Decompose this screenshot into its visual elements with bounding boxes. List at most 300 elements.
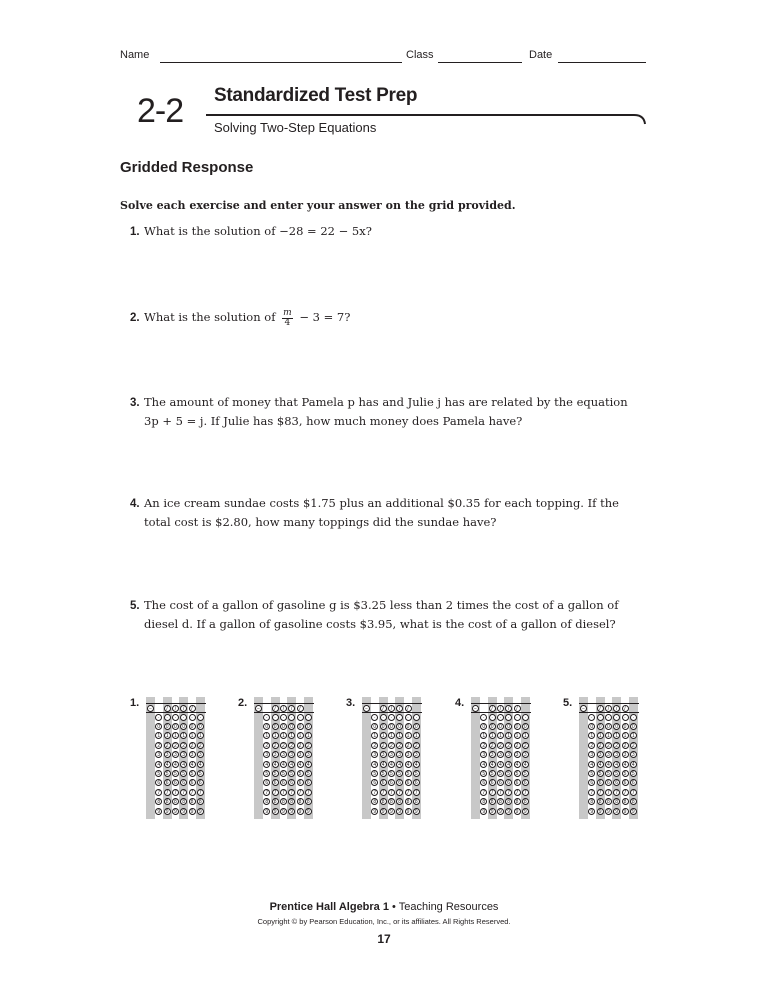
digit-bubble[interactable]: 3: [505, 751, 512, 758]
digit-bubble[interactable]: 9: [630, 808, 637, 815]
digit-bubble[interactable]: 7: [597, 789, 604, 796]
digit-bubble[interactable]: 1: [371, 732, 378, 739]
digit-bubble[interactable]: 9: [396, 808, 403, 815]
decimal-bubble[interactable]: ·: [297, 714, 304, 721]
digit-bubble[interactable]: 8: [396, 798, 403, 805]
digit-bubble[interactable]: 7: [272, 789, 279, 796]
digit-bubble[interactable]: 3: [189, 751, 196, 758]
digit-bubble[interactable]: 7: [263, 789, 270, 796]
digit-bubble[interactable]: 3: [514, 751, 521, 758]
digit-bubble[interactable]: 1: [388, 732, 395, 739]
digit-bubble[interactable]: 2: [371, 742, 378, 749]
digit-bubble[interactable]: 5: [155, 770, 162, 777]
digit-bubble[interactable]: 7: [630, 789, 637, 796]
digit-bubble[interactable]: 5: [272, 770, 279, 777]
decimal-bubble[interactable]: ·: [371, 714, 378, 721]
digit-bubble[interactable]: 9: [514, 808, 521, 815]
digit-bubble[interactable]: 6: [189, 779, 196, 786]
digit-bubble[interactable]: 5: [480, 770, 487, 777]
digit-bubble[interactable]: 7: [613, 789, 620, 796]
digit-bubble[interactable]: 8: [505, 798, 512, 805]
digit-bubble[interactable]: 7: [197, 789, 204, 796]
digit-bubble[interactable]: 5: [597, 770, 604, 777]
digit-bubble[interactable]: 5: [388, 770, 395, 777]
digit-bubble[interactable]: 5: [380, 770, 387, 777]
digit-bubble[interactable]: 0: [297, 723, 304, 730]
digit-bubble[interactable]: 2: [613, 742, 620, 749]
digit-bubble[interactable]: 2: [155, 742, 162, 749]
digit-bubble[interactable]: 0: [622, 723, 629, 730]
digit-bubble[interactable]: 4: [489, 761, 496, 768]
digit-bubble[interactable]: 6: [505, 779, 512, 786]
digit-bubble[interactable]: 3: [280, 751, 287, 758]
decimal-bubble[interactable]: ·: [413, 714, 420, 721]
digit-bubble[interactable]: 6: [288, 779, 295, 786]
digit-bubble[interactable]: 0: [514, 723, 521, 730]
digit-bubble[interactable]: 7: [155, 789, 162, 796]
decimal-bubble[interactable]: ·: [172, 714, 179, 721]
slash-bubble[interactable]: /: [180, 705, 187, 712]
digit-bubble[interactable]: 3: [164, 751, 171, 758]
decimal-bubble[interactable]: ·: [405, 714, 412, 721]
digit-bubble[interactable]: 4: [305, 761, 312, 768]
digit-bubble[interactable]: 2: [522, 742, 529, 749]
digit-bubble[interactable]: 2: [388, 742, 395, 749]
digit-bubble[interactable]: 9: [605, 808, 612, 815]
digit-bubble[interactable]: 8: [197, 798, 204, 805]
digit-bubble[interactable]: 5: [297, 770, 304, 777]
digit-bubble[interactable]: 2: [189, 742, 196, 749]
digit-bubble[interactable]: 2: [405, 742, 412, 749]
decimal-bubble[interactable]: ·: [155, 714, 162, 721]
decimal-bubble[interactable]: ·: [272, 714, 279, 721]
digit-bubble[interactable]: 6: [480, 779, 487, 786]
digit-bubble[interactable]: 0: [388, 723, 395, 730]
digit-bubble[interactable]: 9: [597, 808, 604, 815]
minus-bubble[interactable]: −: [472, 705, 479, 712]
digit-bubble[interactable]: 9: [280, 808, 287, 815]
digit-bubble[interactable]: 2: [505, 742, 512, 749]
digit-bubble[interactable]: 1: [497, 732, 504, 739]
digit-bubble[interactable]: 2: [272, 742, 279, 749]
decimal-bubble[interactable]: ·: [263, 714, 270, 721]
decimal-bubble[interactable]: ·: [613, 714, 620, 721]
digit-bubble[interactable]: 9: [164, 808, 171, 815]
digit-bubble[interactable]: 6: [388, 779, 395, 786]
digit-bubble[interactable]: 0: [305, 723, 312, 730]
slash-bubble[interactable]: /: [605, 705, 612, 712]
decimal-bubble[interactable]: ·: [380, 714, 387, 721]
digit-bubble[interactable]: 1: [597, 732, 604, 739]
digit-bubble[interactable]: 2: [197, 742, 204, 749]
digit-bubble[interactable]: 8: [622, 798, 629, 805]
digit-bubble[interactable]: 5: [197, 770, 204, 777]
digit-bubble[interactable]: 9: [297, 808, 304, 815]
digit-bubble[interactable]: 6: [380, 779, 387, 786]
digit-bubble[interactable]: 3: [613, 751, 620, 758]
decimal-bubble[interactable]: ·: [588, 714, 595, 721]
digit-bubble[interactable]: 7: [489, 789, 496, 796]
decimal-bubble[interactable]: ·: [505, 714, 512, 721]
digit-bubble[interactable]: 6: [597, 779, 604, 786]
digit-bubble[interactable]: 0: [172, 723, 179, 730]
digit-bubble[interactable]: 7: [480, 789, 487, 796]
slash-bubble[interactable]: /: [380, 705, 387, 712]
digit-bubble[interactable]: 9: [613, 808, 620, 815]
digit-bubble[interactable]: 0: [380, 723, 387, 730]
digit-bubble[interactable]: 8: [263, 798, 270, 805]
slash-bubble[interactable]: /: [396, 705, 403, 712]
digit-bubble[interactable]: 5: [413, 770, 420, 777]
digit-bubble[interactable]: 3: [388, 751, 395, 758]
decimal-bubble[interactable]: ·: [630, 714, 637, 721]
digit-bubble[interactable]: 9: [489, 808, 496, 815]
digit-bubble[interactable]: 7: [280, 789, 287, 796]
digit-bubble[interactable]: 6: [263, 779, 270, 786]
digit-bubble[interactable]: 7: [514, 789, 521, 796]
slash-bubble[interactable]: /: [189, 705, 196, 712]
digit-bubble[interactable]: 6: [489, 779, 496, 786]
digit-bubble[interactable]: 1: [272, 732, 279, 739]
digit-bubble[interactable]: 0: [155, 723, 162, 730]
decimal-bubble[interactable]: ·: [288, 714, 295, 721]
digit-bubble[interactable]: 0: [180, 723, 187, 730]
digit-bubble[interactable]: 5: [288, 770, 295, 777]
digit-bubble[interactable]: 6: [622, 779, 629, 786]
digit-bubble[interactable]: 0: [630, 723, 637, 730]
digit-bubble[interactable]: 3: [405, 751, 412, 758]
digit-bubble[interactable]: 2: [380, 742, 387, 749]
digit-bubble[interactable]: 7: [605, 789, 612, 796]
digit-bubble[interactable]: 3: [172, 751, 179, 758]
digit-bubble[interactable]: 9: [305, 808, 312, 815]
digit-bubble[interactable]: 9: [622, 808, 629, 815]
digit-bubble[interactable]: 9: [263, 808, 270, 815]
digit-bubble[interactable]: 4: [613, 761, 620, 768]
digit-bubble[interactable]: 3: [622, 751, 629, 758]
digit-bubble[interactable]: 3: [197, 751, 204, 758]
digit-bubble[interactable]: 6: [522, 779, 529, 786]
digit-bubble[interactable]: 4: [588, 761, 595, 768]
digit-bubble[interactable]: 8: [297, 798, 304, 805]
digit-bubble[interactable]: 8: [588, 798, 595, 805]
digit-bubble[interactable]: 3: [597, 751, 604, 758]
slash-bubble[interactable]: /: [297, 705, 304, 712]
digit-bubble[interactable]: 8: [522, 798, 529, 805]
digit-bubble[interactable]: 7: [622, 789, 629, 796]
digit-bubble[interactable]: 8: [280, 798, 287, 805]
digit-bubble[interactable]: 4: [164, 761, 171, 768]
decimal-bubble[interactable]: ·: [164, 714, 171, 721]
digit-bubble[interactable]: 4: [197, 761, 204, 768]
digit-bubble[interactable]: 2: [297, 742, 304, 749]
digit-bubble[interactable]: 3: [272, 751, 279, 758]
digit-bubble[interactable]: 5: [280, 770, 287, 777]
decimal-bubble[interactable]: ·: [597, 714, 604, 721]
decimal-bubble[interactable]: ·: [489, 714, 496, 721]
digit-bubble[interactable]: 2: [288, 742, 295, 749]
digit-bubble[interactable]: 6: [164, 779, 171, 786]
digit-bubble[interactable]: 0: [613, 723, 620, 730]
digit-bubble[interactable]: 9: [189, 808, 196, 815]
decimal-bubble[interactable]: ·: [480, 714, 487, 721]
digit-bubble[interactable]: 3: [605, 751, 612, 758]
digit-bubble[interactable]: 8: [597, 798, 604, 805]
digit-bubble[interactable]: 4: [272, 761, 279, 768]
digit-bubble[interactable]: 7: [164, 789, 171, 796]
digit-bubble[interactable]: 9: [388, 808, 395, 815]
digit-bubble[interactable]: 1: [613, 732, 620, 739]
digit-bubble[interactable]: 3: [288, 751, 295, 758]
digit-bubble[interactable]: 3: [155, 751, 162, 758]
digit-bubble[interactable]: 1: [405, 732, 412, 739]
slash-bubble[interactable]: /: [280, 705, 287, 712]
digit-bubble[interactable]: 0: [605, 723, 612, 730]
slash-bubble[interactable]: /: [597, 705, 604, 712]
digit-bubble[interactable]: 4: [630, 761, 637, 768]
decimal-bubble[interactable]: ·: [305, 714, 312, 721]
digit-bubble[interactable]: 8: [388, 798, 395, 805]
digit-bubble[interactable]: 1: [489, 732, 496, 739]
digit-bubble[interactable]: 8: [630, 798, 637, 805]
digit-bubble[interactable]: 5: [630, 770, 637, 777]
digit-bubble[interactable]: 0: [505, 723, 512, 730]
slash-bubble[interactable]: /: [288, 705, 295, 712]
digit-bubble[interactable]: 9: [180, 808, 187, 815]
digit-bubble[interactable]: 9: [522, 808, 529, 815]
digit-bubble[interactable]: 0: [497, 723, 504, 730]
digit-bubble[interactable]: 3: [380, 751, 387, 758]
decimal-bubble[interactable]: ·: [622, 714, 629, 721]
digit-bubble[interactable]: 3: [522, 751, 529, 758]
digit-bubble[interactable]: 5: [497, 770, 504, 777]
digit-bubble[interactable]: 7: [380, 789, 387, 796]
digit-bubble[interactable]: 9: [288, 808, 295, 815]
digit-bubble[interactable]: 1: [622, 732, 629, 739]
digit-bubble[interactable]: 3: [180, 751, 187, 758]
digit-bubble[interactable]: 6: [197, 779, 204, 786]
digit-bubble[interactable]: 9: [172, 808, 179, 815]
digit-bubble[interactable]: 7: [505, 789, 512, 796]
decimal-bubble[interactable]: ·: [280, 714, 287, 721]
digit-bubble[interactable]: 8: [164, 798, 171, 805]
digit-bubble[interactable]: 0: [480, 723, 487, 730]
digit-bubble[interactable]: 7: [388, 789, 395, 796]
decimal-bubble[interactable]: ·: [189, 714, 196, 721]
digit-bubble[interactable]: 8: [613, 798, 620, 805]
digit-bubble[interactable]: 1: [522, 732, 529, 739]
digit-bubble[interactable]: 2: [588, 742, 595, 749]
digit-bubble[interactable]: 7: [396, 789, 403, 796]
digit-bubble[interactable]: 8: [514, 798, 521, 805]
digit-bubble[interactable]: 0: [272, 723, 279, 730]
digit-bubble[interactable]: 4: [388, 761, 395, 768]
digit-bubble[interactable]: 4: [288, 761, 295, 768]
digit-bubble[interactable]: 7: [189, 789, 196, 796]
digit-bubble[interactable]: 9: [197, 808, 204, 815]
digit-bubble[interactable]: 6: [630, 779, 637, 786]
digit-bubble[interactable]: 4: [371, 761, 378, 768]
digit-bubble[interactable]: 8: [288, 798, 295, 805]
digit-bubble[interactable]: 2: [396, 742, 403, 749]
decimal-bubble[interactable]: ·: [605, 714, 612, 721]
digit-bubble[interactable]: 4: [514, 761, 521, 768]
digit-bubble[interactable]: 4: [155, 761, 162, 768]
digit-bubble[interactable]: 3: [396, 751, 403, 758]
digit-bubble[interactable]: 5: [164, 770, 171, 777]
digit-bubble[interactable]: 9: [371, 808, 378, 815]
digit-bubble[interactable]: 2: [622, 742, 629, 749]
digit-bubble[interactable]: 5: [588, 770, 595, 777]
digit-bubble[interactable]: 1: [189, 732, 196, 739]
slash-bubble[interactable]: /: [388, 705, 395, 712]
digit-bubble[interactable]: 8: [489, 798, 496, 805]
digit-bubble[interactable]: 6: [371, 779, 378, 786]
digit-bubble[interactable]: 0: [197, 723, 204, 730]
digit-bubble[interactable]: 0: [405, 723, 412, 730]
minus-bubble[interactable]: −: [363, 705, 370, 712]
digit-bubble[interactable]: 6: [605, 779, 612, 786]
digit-bubble[interactable]: 3: [630, 751, 637, 758]
digit-bubble[interactable]: 2: [263, 742, 270, 749]
digit-bubble[interactable]: 1: [630, 732, 637, 739]
digit-bubble[interactable]: 8: [180, 798, 187, 805]
digit-bubble[interactable]: 4: [597, 761, 604, 768]
digit-bubble[interactable]: 2: [305, 742, 312, 749]
digit-bubble[interactable]: 8: [172, 798, 179, 805]
digit-bubble[interactable]: 7: [497, 789, 504, 796]
digit-bubble[interactable]: 5: [305, 770, 312, 777]
digit-bubble[interactable]: 7: [522, 789, 529, 796]
digit-bubble[interactable]: 0: [189, 723, 196, 730]
digit-bubble[interactable]: 4: [280, 761, 287, 768]
slash-bubble[interactable]: /: [622, 705, 629, 712]
digit-bubble[interactable]: 3: [480, 751, 487, 758]
digit-bubble[interactable]: 4: [189, 761, 196, 768]
digit-bubble[interactable]: 5: [263, 770, 270, 777]
digit-bubble[interactable]: 7: [405, 789, 412, 796]
decimal-bubble[interactable]: ·: [197, 714, 204, 721]
digit-bubble[interactable]: 2: [480, 742, 487, 749]
digit-bubble[interactable]: 6: [272, 779, 279, 786]
digit-bubble[interactable]: 7: [305, 789, 312, 796]
digit-bubble[interactable]: 1: [480, 732, 487, 739]
slash-bubble[interactable]: /: [172, 705, 179, 712]
slash-bubble[interactable]: /: [272, 705, 279, 712]
digit-bubble[interactable]: 6: [514, 779, 521, 786]
decimal-bubble[interactable]: ·: [514, 714, 521, 721]
digit-bubble[interactable]: 8: [155, 798, 162, 805]
digit-bubble[interactable]: 8: [497, 798, 504, 805]
slash-bubble[interactable]: /: [497, 705, 504, 712]
digit-bubble[interactable]: 9: [272, 808, 279, 815]
digit-bubble[interactable]: 1: [197, 732, 204, 739]
minus-bubble[interactable]: −: [580, 705, 587, 712]
digit-bubble[interactable]: 8: [405, 798, 412, 805]
digit-bubble[interactable]: 2: [605, 742, 612, 749]
digit-bubble[interactable]: 6: [305, 779, 312, 786]
digit-bubble[interactable]: 1: [164, 732, 171, 739]
digit-bubble[interactable]: 5: [172, 770, 179, 777]
digit-bubble[interactable]: 6: [613, 779, 620, 786]
digit-bubble[interactable]: 0: [597, 723, 604, 730]
digit-bubble[interactable]: 5: [514, 770, 521, 777]
decimal-bubble[interactable]: ·: [180, 714, 187, 721]
digit-bubble[interactable]: 7: [172, 789, 179, 796]
digit-bubble[interactable]: 5: [613, 770, 620, 777]
digit-bubble[interactable]: 4: [505, 761, 512, 768]
digit-bubble[interactable]: 4: [297, 761, 304, 768]
digit-bubble[interactable]: 8: [272, 798, 279, 805]
digit-bubble[interactable]: 2: [514, 742, 521, 749]
digit-bubble[interactable]: 7: [288, 789, 295, 796]
digit-bubble[interactable]: 9: [505, 808, 512, 815]
digit-bubble[interactable]: 1: [413, 732, 420, 739]
digit-bubble[interactable]: 1: [305, 732, 312, 739]
digit-bubble[interactable]: 4: [605, 761, 612, 768]
digit-bubble[interactable]: 4: [380, 761, 387, 768]
digit-bubble[interactable]: 4: [413, 761, 420, 768]
digit-bubble[interactable]: 1: [605, 732, 612, 739]
digit-bubble[interactable]: 4: [172, 761, 179, 768]
slash-bubble[interactable]: /: [405, 705, 412, 712]
digit-bubble[interactable]: 0: [263, 723, 270, 730]
digit-bubble[interactable]: 1: [155, 732, 162, 739]
digit-bubble[interactable]: 0: [396, 723, 403, 730]
digit-bubble[interactable]: 4: [396, 761, 403, 768]
digit-bubble[interactable]: 7: [371, 789, 378, 796]
digit-bubble[interactable]: 5: [405, 770, 412, 777]
digit-bubble[interactable]: 6: [297, 779, 304, 786]
digit-bubble[interactable]: 9: [497, 808, 504, 815]
digit-bubble[interactable]: 5: [180, 770, 187, 777]
digit-bubble[interactable]: 1: [280, 732, 287, 739]
digit-bubble[interactable]: 5: [189, 770, 196, 777]
digit-bubble[interactable]: 2: [489, 742, 496, 749]
digit-bubble[interactable]: 4: [622, 761, 629, 768]
slash-bubble[interactable]: /: [164, 705, 171, 712]
digit-bubble[interactable]: 0: [588, 723, 595, 730]
digit-bubble[interactable]: 1: [180, 732, 187, 739]
decimal-bubble[interactable]: ·: [497, 714, 504, 721]
digit-bubble[interactable]: 7: [180, 789, 187, 796]
digit-bubble[interactable]: 5: [605, 770, 612, 777]
minus-bubble[interactable]: −: [147, 705, 154, 712]
slash-bubble[interactable]: /: [505, 705, 512, 712]
minus-bubble[interactable]: −: [255, 705, 262, 712]
digit-bubble[interactable]: 1: [380, 732, 387, 739]
digit-bubble[interactable]: 7: [413, 789, 420, 796]
digit-bubble[interactable]: 6: [405, 779, 412, 786]
class-field[interactable]: [438, 62, 522, 63]
digit-bubble[interactable]: 4: [263, 761, 270, 768]
decimal-bubble[interactable]: ·: [396, 714, 403, 721]
digit-bubble[interactable]: 3: [305, 751, 312, 758]
digit-bubble[interactable]: 0: [522, 723, 529, 730]
digit-bubble[interactable]: 2: [597, 742, 604, 749]
digit-bubble[interactable]: 7: [588, 789, 595, 796]
digit-bubble[interactable]: 3: [263, 751, 270, 758]
digit-bubble[interactable]: 0: [371, 723, 378, 730]
digit-bubble[interactable]: 6: [280, 779, 287, 786]
digit-bubble[interactable]: 9: [380, 808, 387, 815]
slash-bubble[interactable]: /: [489, 705, 496, 712]
digit-bubble[interactable]: 2: [497, 742, 504, 749]
digit-bubble[interactable]: 2: [180, 742, 187, 749]
digit-bubble[interactable]: 8: [189, 798, 196, 805]
digit-bubble[interactable]: 6: [155, 779, 162, 786]
digit-bubble[interactable]: 9: [405, 808, 412, 815]
